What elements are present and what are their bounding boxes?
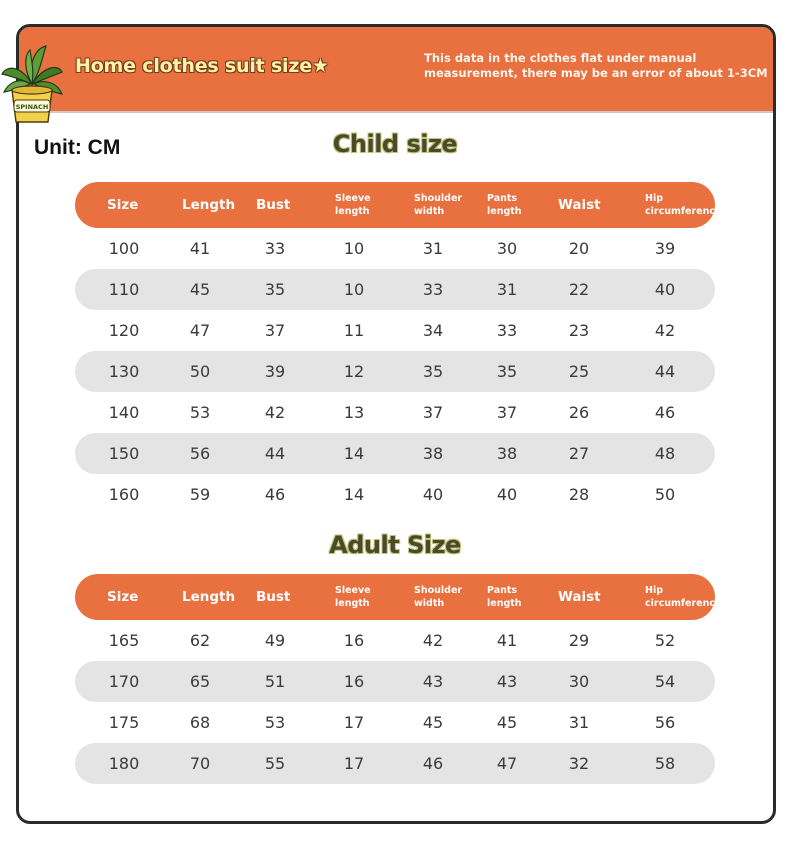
table-cell: 31 <box>422 239 444 258</box>
table-row <box>75 433 715 474</box>
adult-size-table <box>75 574 722 784</box>
table-cell: 59 <box>189 485 211 504</box>
table-cell: 54 <box>654 672 676 691</box>
table-cell: 110 <box>108 280 140 299</box>
column-header: Waist <box>558 589 601 605</box>
table-row <box>75 269 715 310</box>
column-header: Pants length <box>487 193 522 217</box>
table-cell: 14 <box>343 485 365 504</box>
column-header: Hip circumference <box>645 585 722 609</box>
table-cell: 52 <box>654 631 676 650</box>
column-header: Sleeve length <box>335 193 371 217</box>
column-header: Waist <box>558 197 601 213</box>
table-cell: 39 <box>654 239 676 258</box>
table-cell: 37 <box>496 403 518 422</box>
table-cell: 45 <box>496 713 518 732</box>
table-cell: 10 <box>343 280 365 299</box>
table-cell: 27 <box>568 444 590 463</box>
table-header <box>75 182 722 228</box>
column-header: Length <box>182 589 236 605</box>
table-cell: 40 <box>496 485 518 504</box>
table-cell: 29 <box>568 631 590 650</box>
table-cell: 39 <box>264 362 286 381</box>
table-cell: 62 <box>189 631 211 650</box>
table-cell: 23 <box>568 321 590 340</box>
column-header: Sleeve length <box>335 585 371 609</box>
table-row <box>75 310 715 351</box>
column-header: Hip circumference <box>645 193 722 217</box>
table-cell: 35 <box>264 280 286 299</box>
table-cell: 42 <box>422 631 444 650</box>
table-row <box>75 661 715 702</box>
table-cell: 41 <box>496 631 518 650</box>
table-row <box>75 392 715 433</box>
table-cell: 43 <box>496 672 518 691</box>
table-cell: 44 <box>654 362 676 381</box>
table-cell: 42 <box>264 403 286 422</box>
table-row <box>75 228 715 269</box>
table-cell: 100 <box>108 239 140 258</box>
table-row <box>75 351 715 392</box>
table-cell: 33 <box>264 239 286 258</box>
table-cell: 33 <box>496 321 518 340</box>
table-cell: 120 <box>108 321 140 340</box>
table-cell: 56 <box>654 713 676 732</box>
table-cell: 46 <box>654 403 676 422</box>
column-header: Length <box>182 197 236 213</box>
table-cell: 46 <box>264 485 286 504</box>
table-cell: 35 <box>422 362 444 381</box>
measurement-note: This data in the clothes flat under manual measurement, there may be an error of about 1-3CM <box>424 51 768 80</box>
table-cell: 43 <box>422 672 444 691</box>
table-cell: 165 <box>108 631 140 650</box>
table-cell: 37 <box>422 403 444 422</box>
table-cell: 47 <box>189 321 211 340</box>
table-cell: 140 <box>108 403 140 422</box>
table-cell: 28 <box>568 485 590 504</box>
table-cell: 25 <box>568 362 590 381</box>
spinach-plant-icon <box>0 44 64 126</box>
column-header: Shoulder width <box>414 585 463 609</box>
table-cell: 38 <box>496 444 518 463</box>
column-header: Pants length <box>487 585 522 609</box>
table-cell: 37 <box>264 321 286 340</box>
table-cell: 50 <box>189 362 211 381</box>
table-cell: 10 <box>343 239 365 258</box>
header-banner <box>19 27 773 113</box>
table-row <box>75 620 715 661</box>
table-cell: 47 <box>496 754 518 773</box>
table-cell: 53 <box>189 403 211 422</box>
table-cell: 32 <box>568 754 590 773</box>
unit-label: Unit: CM <box>34 136 121 159</box>
table-row <box>75 474 715 515</box>
table-cell: 68 <box>189 713 211 732</box>
table-cell: 12 <box>343 362 365 381</box>
table-cell: 31 <box>568 713 590 732</box>
table-cell: 42 <box>654 321 676 340</box>
adult-size-title: Adult Size <box>329 531 461 559</box>
table-cell: 33 <box>422 280 444 299</box>
table-cell: 22 <box>568 280 590 299</box>
table-cell: 16 <box>343 631 365 650</box>
table-cell: 17 <box>343 754 365 773</box>
table-cell: 48 <box>654 444 676 463</box>
table-cell: 53 <box>264 713 286 732</box>
table-cell: 30 <box>496 239 518 258</box>
column-header: Bust <box>256 589 291 605</box>
table-cell: 51 <box>264 672 286 691</box>
table-cell: 44 <box>264 444 286 463</box>
table-header <box>75 574 722 620</box>
logo-text: SPINACH <box>15 103 49 111</box>
child-size-table <box>75 182 722 515</box>
table-cell: 170 <box>108 672 140 691</box>
column-header: Size <box>107 589 139 605</box>
table-cell: 160 <box>108 485 140 504</box>
table-cell: 34 <box>422 321 444 340</box>
table-row <box>75 743 715 784</box>
banner-title: Home clothes suit size★ <box>75 55 329 77</box>
table-cell: 20 <box>568 239 590 258</box>
table-cell: 55 <box>264 754 286 773</box>
table-cell: 40 <box>422 485 444 504</box>
table-cell: 30 <box>568 672 590 691</box>
table-cell: 38 <box>422 444 444 463</box>
column-header: Bust <box>256 197 291 213</box>
column-header: Shoulder width <box>414 193 463 217</box>
table-cell: 45 <box>189 280 211 299</box>
table-cell: 31 <box>496 280 518 299</box>
column-header: Size <box>107 197 139 213</box>
table-cell: 40 <box>654 280 676 299</box>
table-cell: 26 <box>568 403 590 422</box>
table-cell: 14 <box>343 444 365 463</box>
table-cell: 45 <box>422 713 444 732</box>
table-cell: 13 <box>343 403 365 422</box>
table-cell: 150 <box>108 444 140 463</box>
table-cell: 175 <box>108 713 140 732</box>
child-size-title: Child size <box>332 130 458 158</box>
table-cell: 49 <box>264 631 286 650</box>
table-cell: 180 <box>108 754 140 773</box>
table-cell: 56 <box>189 444 211 463</box>
table-cell: 41 <box>189 239 211 258</box>
table-cell: 11 <box>343 321 365 340</box>
table-cell: 16 <box>343 672 365 691</box>
table-cell: 65 <box>189 672 211 691</box>
table-cell: 70 <box>189 754 211 773</box>
table-cell: 58 <box>654 754 676 773</box>
table-cell: 50 <box>654 485 676 504</box>
table-cell: 46 <box>422 754 444 773</box>
table-cell: 17 <box>343 713 365 732</box>
table-cell: 35 <box>496 362 518 381</box>
table-row <box>75 702 715 743</box>
table-cell: 130 <box>108 362 140 381</box>
